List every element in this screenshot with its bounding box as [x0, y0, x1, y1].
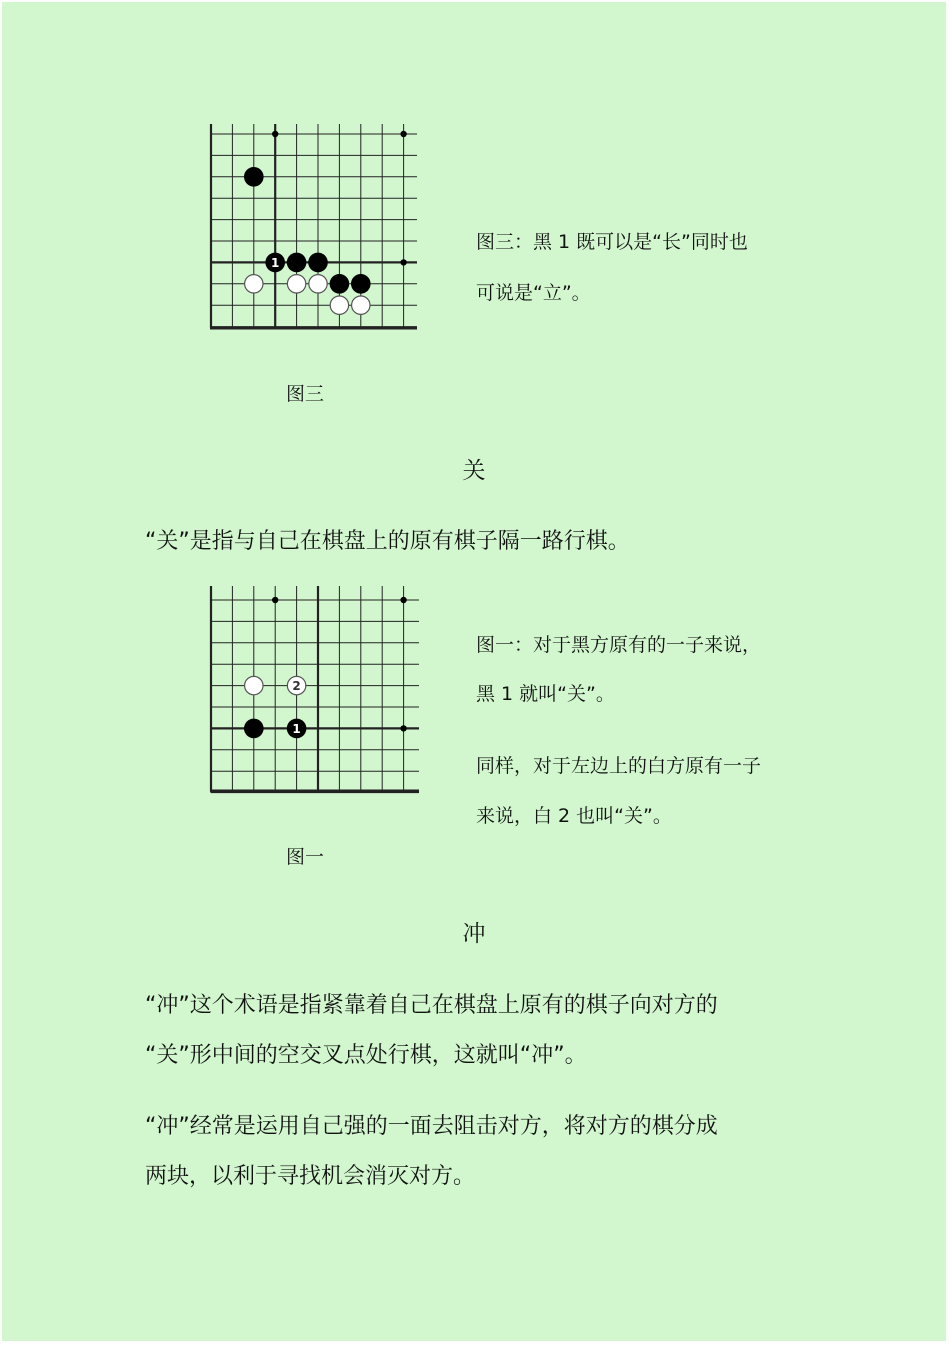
white-stone	[309, 275, 327, 293]
go-board-figure1	[207, 586, 421, 796]
star-point	[400, 131, 406, 137]
figure1-description-line4: 来说，白 2 也叫“关”。	[476, 805, 672, 827]
chong-paragraph2-line1: “冲”经常是运用自己强的一面去阻击对方，将对方的棋分成	[145, 1114, 718, 1139]
figure1-caption: 图一	[286, 846, 325, 868]
white-stone	[330, 296, 348, 314]
figure1-description-line1: 图一：对于黑方原有的一子来说，	[476, 634, 762, 656]
stone-number-label: 1	[292, 721, 301, 736]
black-stone	[245, 719, 263, 737]
star-point	[272, 131, 278, 137]
figure3-description-line1: 图三：黑 1 既可以是“长”同时也	[476, 231, 748, 253]
figure3-description-line2: 可说是“立”。	[476, 282, 591, 304]
white-stone	[287, 275, 305, 293]
star-point	[272, 597, 278, 603]
page	[2, 2, 946, 1341]
black-stone	[245, 168, 263, 186]
white-stone	[245, 676, 263, 694]
black-stone	[330, 275, 348, 293]
figure1-description-line2: 黑 1 就叫“关”。	[476, 683, 615, 705]
chong-paragraph2-line2: 两块，以利于寻找机会消灭对方。	[145, 1164, 476, 1189]
figure3-caption: 图三	[286, 383, 325, 405]
black-stone	[266, 253, 284, 271]
guan-definition: “关”是指与自己在棋盘上的原有棋子隔一路行棋。	[145, 529, 630, 554]
chong-paragraph1-line2: “关”形中间的空交叉点处行棋，这就叫“冲”。	[145, 1043, 587, 1068]
figure1-description-line3: 同样，对于左边上的白方原有一子	[476, 755, 762, 777]
star-point	[400, 259, 406, 265]
section-title-chong: 冲	[462, 921, 486, 947]
stone-number-label: 1	[271, 255, 280, 270]
black-stone	[352, 275, 370, 293]
black-stone	[309, 253, 327, 271]
section-title-guan: 关	[462, 458, 486, 484]
star-point	[400, 725, 406, 731]
white-stone	[245, 275, 263, 293]
stone-number-label: 2	[292, 679, 301, 694]
white-stone	[287, 676, 305, 694]
star-point	[400, 597, 406, 603]
go-board-figure3	[207, 124, 419, 332]
black-stone	[287, 253, 305, 271]
black-stone	[287, 719, 305, 737]
chong-paragraph1-line1: “冲”这个术语是指紧靠着自己在棋盘上原有的棋子向对方的	[145, 993, 718, 1018]
white-stone	[352, 296, 370, 314]
